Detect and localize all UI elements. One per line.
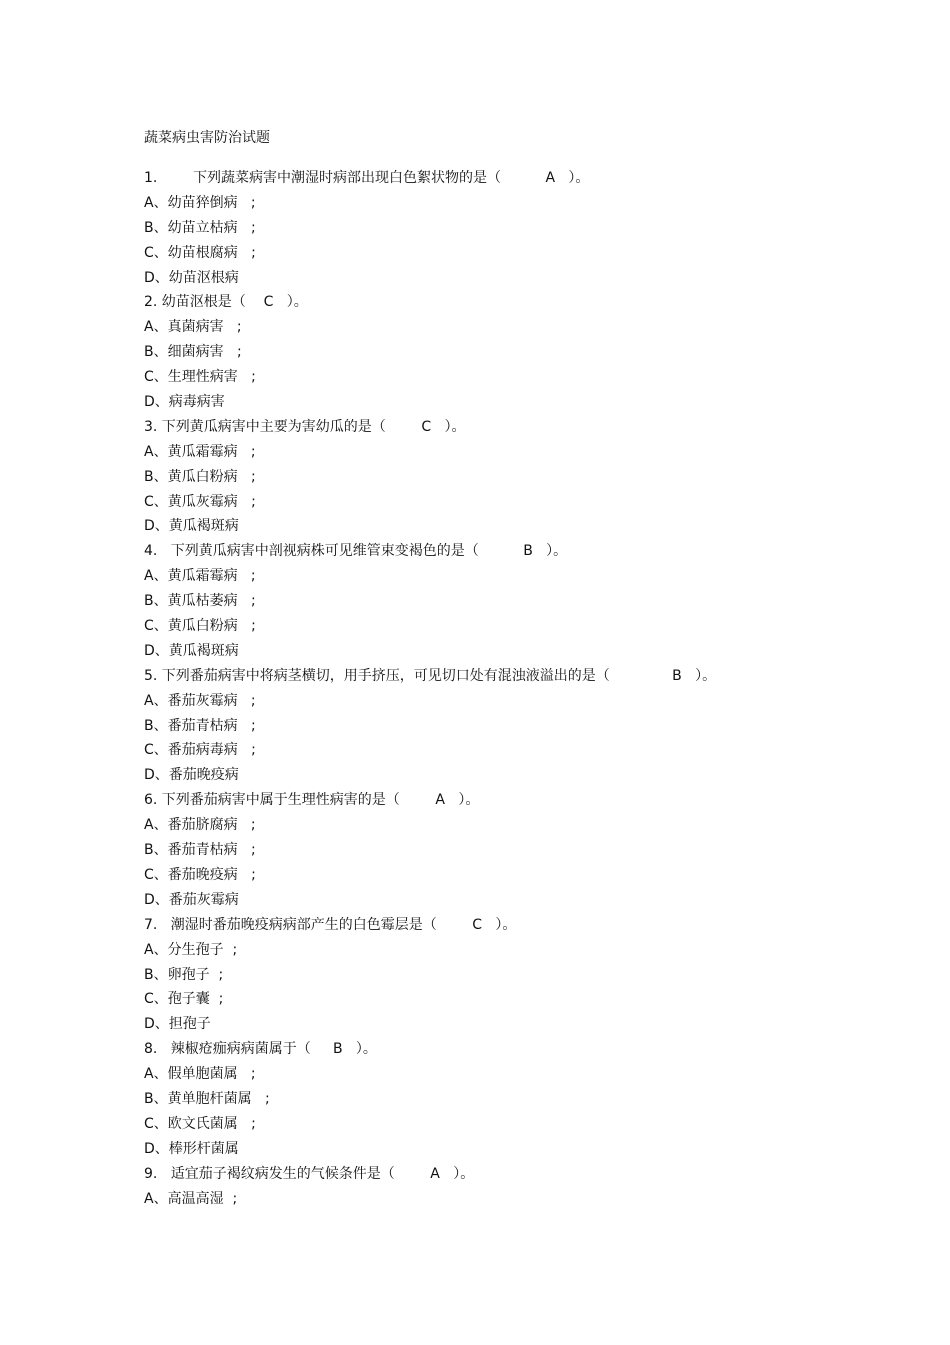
question-3-option-d: D、黄瓜褐斑病 bbox=[144, 518, 239, 535]
question-8-option-c: C、欧文氏菌属 ; bbox=[144, 1115, 256, 1132]
question-7-option-c: C、孢子囊 ; bbox=[144, 991, 224, 1008]
question-2-option-b: B、细菌病害 ; bbox=[144, 344, 242, 361]
question-4-option-c: C、黄瓜白粉病 ; bbox=[144, 618, 256, 635]
question-3-option-a: A、黄瓜霜霉病 ; bbox=[144, 443, 256, 460]
question-1-option-c: C、幼苗根腐病 ; bbox=[144, 244, 256, 261]
question-4-option-d: D、黄瓜褐斑病 bbox=[144, 642, 239, 659]
question-9-option-a: A、高温高湿 ; bbox=[144, 1190, 238, 1207]
question-4-option-a: A、黄瓜霜霉病 ; bbox=[144, 568, 256, 585]
question-7-option-b: B、卵孢子 ; bbox=[144, 966, 224, 983]
question-5-option-c: C、番茄病毒病 ; bbox=[144, 742, 256, 759]
question-4-option-b: B、黄瓜枯萎病 ; bbox=[144, 593, 256, 610]
document-title: 蔬菜病虫害防治试题 bbox=[144, 130, 270, 146]
question-5-stem: 5. 下列番茄病害中将病茎横切，用手挤压，可见切口处有混浊液溢出的是（ B ）。 bbox=[144, 667, 717, 684]
question-1-option-d: D、幼苗沤根病 bbox=[144, 269, 239, 286]
question-2-stem: 2. 幼苗沤根是（ C ）。 bbox=[144, 294, 308, 311]
question-8-option-d: D、棒形杆菌属 bbox=[144, 1140, 239, 1157]
question-6-option-b: B、番茄青枯病 ; bbox=[144, 842, 256, 859]
question-7-stem: 7. 潮湿时番茄晚疫病病部产生的白色霉层是（ C ）。 bbox=[144, 916, 517, 933]
question-2-option-a: A、真菌病害 ; bbox=[144, 319, 242, 336]
question-5-option-a: A、番茄灰霉病 ; bbox=[144, 692, 256, 709]
question-3-stem: 3. 下列黄瓜病害中主要为害幼瓜的是（ C ）。 bbox=[144, 418, 466, 435]
question-8-option-b: B、黄单胞杆菌属 ; bbox=[144, 1090, 270, 1107]
question-1-stem: 1. 下列蔬菜病害中潮湿时病部出现白色絮状物的是（ A ）。 bbox=[144, 170, 590, 186]
question-6-option-c: C、番茄晚疫病 ; bbox=[144, 866, 256, 883]
question-9-stem: 9. 适宜茄子褐纹病发生的气候条件是（ A ）。 bbox=[144, 1165, 475, 1182]
question-2-option-d: D、病毒病害 bbox=[144, 394, 225, 411]
question-4-stem: 4. 下列黄瓜病害中剖视病株可见维管束变褐色的是（ B ）。 bbox=[144, 543, 568, 560]
question-5-option-d: D、番茄晚疫病 bbox=[144, 767, 239, 784]
question-5-option-b: B、番茄青枯病 ; bbox=[144, 717, 256, 734]
question-1-option-a: A、幼苗猝倒病 ; bbox=[144, 194, 256, 211]
question-6-option-a: A、番茄脐腐病 ; bbox=[144, 817, 256, 834]
question-3-option-c: C、黄瓜灰霉病 ; bbox=[144, 493, 256, 510]
question-2-option-c: C、生理性病害 ; bbox=[144, 369, 256, 386]
question-3-option-b: B、黄瓜白粉病 ; bbox=[144, 468, 256, 485]
question-6-stem: 6. 下列番茄病害中属于生理性病害的是（ A ）。 bbox=[144, 792, 480, 809]
question-7-option-d: D、担孢子 bbox=[144, 1016, 211, 1033]
question-1-option-b: B、幼苗立枯病 ; bbox=[144, 219, 256, 236]
question-7-option-a: A、分生孢子 ; bbox=[144, 941, 238, 958]
question-list bbox=[144, 166, 934, 1211]
question-8-stem: 8. 辣椒疮痂病病菌属于（ B ）。 bbox=[144, 1041, 377, 1058]
question-8-option-a: A、假单胞菌属 ; bbox=[144, 1066, 256, 1083]
question-6-option-d: D、番茄灰霉病 bbox=[144, 891, 239, 908]
